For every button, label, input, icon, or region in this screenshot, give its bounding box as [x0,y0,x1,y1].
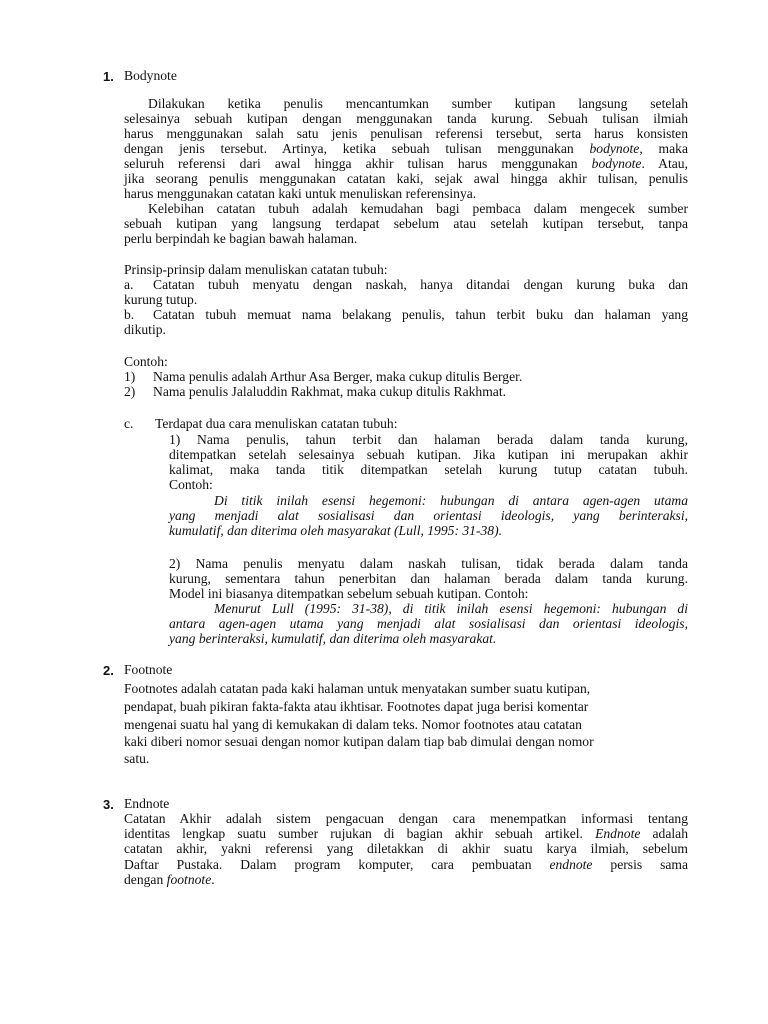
item-c-text: Terdapat dua cara menuliskan catatan tubuh: [155,416,398,431]
item-a-line-1: Catatan tubuh menyatu dengan naskah, hanya ditandai dengan kurung buka dan [153,277,688,292]
endnote-line-4: Daftar Pustaka. Dalam program komputer, cara pembuatan endnote persis sama [124,857,688,872]
bodynote-p1-line-5: seluruh referensi dari awal hingga akhir tulisan harus menggunakan bodynote. Atau, [124,156,688,171]
footnote-line-5: satu. [124,751,150,766]
section-1-title: Bodynote [124,68,177,83]
footnote-line-3: mengenai suatu hal yang di kemukakan di dalam teks. Nomor footnotes atau catatan [124,717,582,732]
section-3-number: 3. [103,797,114,812]
c1-quote-line-2: yang menjadi alat sosialisasi dan orientasi ideologis, yang berinteraksi, [169,508,688,523]
endnote-line-1: Catatan Akhir adalah sistem pengacuan dengan cara menempatkan informasi tentang [124,811,688,826]
section-2-title: Footnote [124,662,173,677]
c1-line-1: 1) Nama penulis, tahun terbit dan halaman berada dalam tanda kurung, [169,432,688,447]
item-c-marker: c. [124,416,134,431]
bodynote-p2-line-1: Kelebihan catatan tubuh adalah kemudahan bagi pembaca dalam mengecek sumber [148,201,688,216]
c2-quote-line-2: antara agen-agen utama yang menjadi alat sosialisasi dan orientasi ideologis, [169,616,688,631]
prinsip-heading: Prinsip-prinsip dalam menuliskan catatan tubuh: [124,262,388,277]
bodynote-p2-line-3: perlu berpindah ke bagian bawah halaman. [124,231,358,246]
bodynote-p1-line-6: jika seorang penulis menggunakan catatan kaki, sejak awal hingga akhir tulisan, penulis [124,171,688,186]
endnote-line-5: dengan footnote. [124,872,215,887]
bodynote-p2-line-2: sebuah kutipan yang langsung terdapat sebelum atau setelah kutipan tersebut, tanpa [124,216,688,231]
bodynote-p1-line-3: harus menggunakan salah satu jenis penulisan referensi tersebut, serta harus konsisten [124,126,688,141]
item-b-line-2: dikutip. [124,322,166,337]
c1-line-4: Contoh: [169,477,213,492]
c2-line-1: 2) Nama penulis menyatu dalam naskah tulisan, tidak berada dalam tanda [169,556,688,571]
c2-quote-line-1: Menurut Lull (1995: 31-38), di titik inilah esensi hegemoni: hubungan di [214,601,688,616]
c1-line-3: kalimat, maka tanda titik ditempatkan setelah kurung tutup catatan tubuh. [169,462,688,477]
example-1-marker: 1) [124,369,136,384]
section-2-number: 2. [103,663,114,678]
footnote-line-4: kaki diberi nomor sesuai dengan nomor kutipan dalam tiap bab dimulai dengan nomor [124,734,594,749]
c2-line-3: Model ini biasanya ditempatkan sebelum sebuah kutipan. Contoh: [169,586,529,601]
bodynote-p1-line-2: selesainya sebuah kutipan dengan menggunakan tanda kurung. Sebuah tulisan ilmiah [124,111,688,126]
item-b-marker: b. [124,307,135,322]
bodynote-p1-line-7: harus menggunakan catatan kaki untuk menuliskan referensinya. [124,186,477,201]
contoh-heading: Contoh: [124,354,168,369]
item-a-marker: a. [124,277,134,292]
section-1-number: 1. [103,69,114,84]
section-3-title: Endnote [124,796,170,811]
footnote-line-2: pendapat, buah pikiran fakta-fakta atau ikhtisar. Footnotes dapat juga berisi komentar [124,699,589,714]
bodynote-p1-line-4: dengan jenis tersebut. Artinya, ketika sebuah tulisan menggunakan bodynote, maka [124,141,688,156]
c1-quote-line-1: Di titik inilah esensi hegemoni: hubungan di antara agen-agen utama [214,493,688,508]
c1-line-2: ditempatkan setelah selesainya sebuah kutipan. Jika kutipan ini merupakan akhir [169,447,688,462]
example-1-text: Nama penulis adalah Arthur Asa Berger, maka cukup ditulis Berger. [153,369,523,384]
footnote-line-1: Footnotes adalah catatan pada kaki halaman untuk menyatakan sumber suatu kutipan, [124,681,591,696]
item-b-line-1: Catatan tubuh memuat nama belakang penulis, tahun terbit buku dan halaman yang [153,307,688,322]
example-2-text: Nama penulis Jalaluddin Rakhmat, maka cukup ditulis Rakhmat. [153,384,506,399]
bodynote-p1-line-1: Dilakukan ketika penulis mencantumkan sumber kutipan langsung setelah [148,96,688,111]
example-2-marker: 2) [124,384,136,399]
item-a-line-2: kurung tutup. [124,292,198,307]
c2-quote-line-3: yang berinteraksi, kumulatif, dan diterima oleh masyarakat. [169,631,497,646]
c1-quote-line-3: kumulatif, dan diterima oleh masyarakat (Lull, 1995: 31-38). [169,523,503,538]
endnote-line-2: identitas lengkap suatu sumber rujukan di bagian akhir sebuah artikel. Endnote adalah [124,826,688,841]
endnote-line-3: catatan akhir, yakni referensi yang diletakkan di akhir suatu karya ilmiah, sebelum [124,841,688,856]
c2-line-2: kurung, sementara tahun penerbitan dan halaman berada dalam tanda kurung. [169,571,688,586]
